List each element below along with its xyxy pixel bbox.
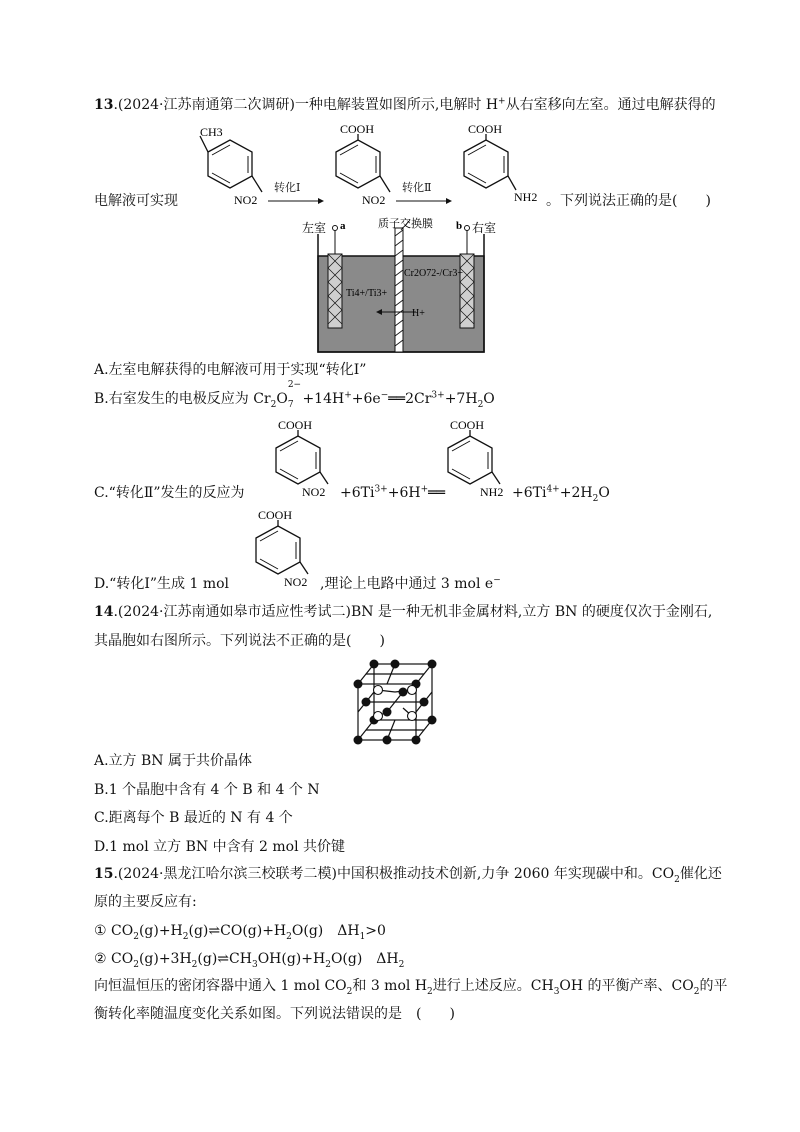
no2-label: NO2 xyxy=(362,193,386,207)
svg-text:H+: H+ xyxy=(412,308,425,319)
q15-stem-3: 向恒温恒压的密闭容器中通入 1 mol $CO_2$和 3 mol $H_2$进行上述反应。$CH_3OH$ 的平衡产率、$CO_2$的平 xyxy=(94,978,728,997)
q13-option-d: D.“转化Ⅰ”生成 1 mol xyxy=(94,576,230,592)
q14-option-b: B.1 个晶胞中含有 4 个 B 和 4 个 N xyxy=(94,782,320,798)
q13-stem: 13.(2024·江苏南通第二次调研)一种电解装置如图所示,电解时 H+从右室移向左室。通过电解获得的 xyxy=(94,96,716,113)
svg-text:NH2: NH2 xyxy=(480,485,504,499)
q13-option-c: C.“转化Ⅱ”发生的反应为 xyxy=(94,485,245,501)
cooh-label: COOH xyxy=(340,122,375,136)
q13-option-c-end: $+6Ti^{4+}+2H_2O$ xyxy=(512,484,610,504)
q13-option-b: B.右室发生的电极反应为 $Cr_2O$ 2− $_7 +14H^++6e^-══2Cr^{3+}+7H_2O$ xyxy=(94,380,495,410)
svg-text:COOH: COOH xyxy=(258,508,293,522)
q14-option-d: D.1 mol 立方 BN 中含有 2 mol 共价键 xyxy=(94,839,346,855)
q15-stem-2: 原的主要反应有: xyxy=(94,894,197,910)
q13-line2b: 。下列说法正确的是( ) xyxy=(546,193,711,209)
q14-stem-2: 其晶胞如右图所示。下列说法不正确的是( ) xyxy=(94,633,385,649)
svg-text:COOH: COOH xyxy=(450,418,485,432)
aminobenzoic-acid-structure xyxy=(446,122,546,210)
svg-text:NO2: NO2 xyxy=(302,485,326,499)
svg-text:质子交换膜: 质子交换膜 xyxy=(378,218,433,230)
q13-option-a: A.左室电解获得的电解液可用于实现“转化Ⅰ” xyxy=(94,362,367,378)
q15-stem-4: 衡转化率随温度变化关系如图。下列说法错误的是 ( ) xyxy=(94,1006,455,1022)
nh2-label: NH2 xyxy=(514,190,538,204)
q14-stem-1: 14.(2024·江苏南通如皋市适应性考试二)BN 是一种无机非金属材料,立方 BN 的硬度仅次于金刚石, xyxy=(94,604,713,620)
svg-text:Cr2O72-/Cr3+: Cr2O72-/Cr3+ xyxy=(404,268,463,279)
svg-text:Ti4+/Ti3+: Ti4+/Ti3+ xyxy=(346,288,388,299)
q13-number: 13 xyxy=(94,97,114,113)
q14-option-c: C.距离每个 B 最近的 N 有 4 个 xyxy=(94,810,293,826)
ch3-label: CH3 xyxy=(200,125,223,139)
nitrotoluene-structure xyxy=(180,122,270,210)
svg-text:COOH: COOH xyxy=(278,418,313,432)
q13-line2a: 电解液可实现 xyxy=(94,193,178,209)
conversion-1-label: 转化Ⅰ xyxy=(274,181,301,194)
q14-option-a: A.立方 BN 属于共价晶体 xyxy=(94,753,252,769)
svg-text:NO2: NO2 xyxy=(284,575,308,589)
no2-label: NO2 xyxy=(234,193,258,207)
bn-unit-cell-diagram xyxy=(348,656,442,746)
cooh-label: COOH xyxy=(468,122,503,136)
q15-reaction-1: ① $CO_2(g)+H_2(g)\rightleftharpoons CO(g)+H_2O(g)$ $\Delta H_1>0$ xyxy=(94,923,386,942)
arrow-2-icon xyxy=(396,196,452,206)
q15-stem-1: 15.(2024·黑龙江哈尔滨三校联考二模)中国积极推动技术创新,力争 2060 年实现碳中和。$CO_2$催化还 xyxy=(94,866,722,885)
q13-option-d-end: ,理论上电路中通过 3 mol e− xyxy=(320,575,501,592)
conversion-2-label: 转化Ⅱ xyxy=(402,181,432,194)
q13-option-c-mid: $+6Ti^{3+}+6H^+══$ xyxy=(340,484,445,501)
svg-text:a: a xyxy=(340,220,346,232)
arrow-1-icon xyxy=(268,196,324,206)
svg-text:b: b xyxy=(456,220,463,232)
q15-reaction-2: ② $CO_2(g)+3H_2(g)\rightleftharpoons CH_3OH(g)+H_2O(g)$ $\Delta H_2$ xyxy=(94,951,405,970)
svg-text:右室: 右室 xyxy=(472,221,497,235)
svg-text:左室: 左室 xyxy=(302,221,327,235)
electrolysis-cell-diagram xyxy=(300,216,500,356)
